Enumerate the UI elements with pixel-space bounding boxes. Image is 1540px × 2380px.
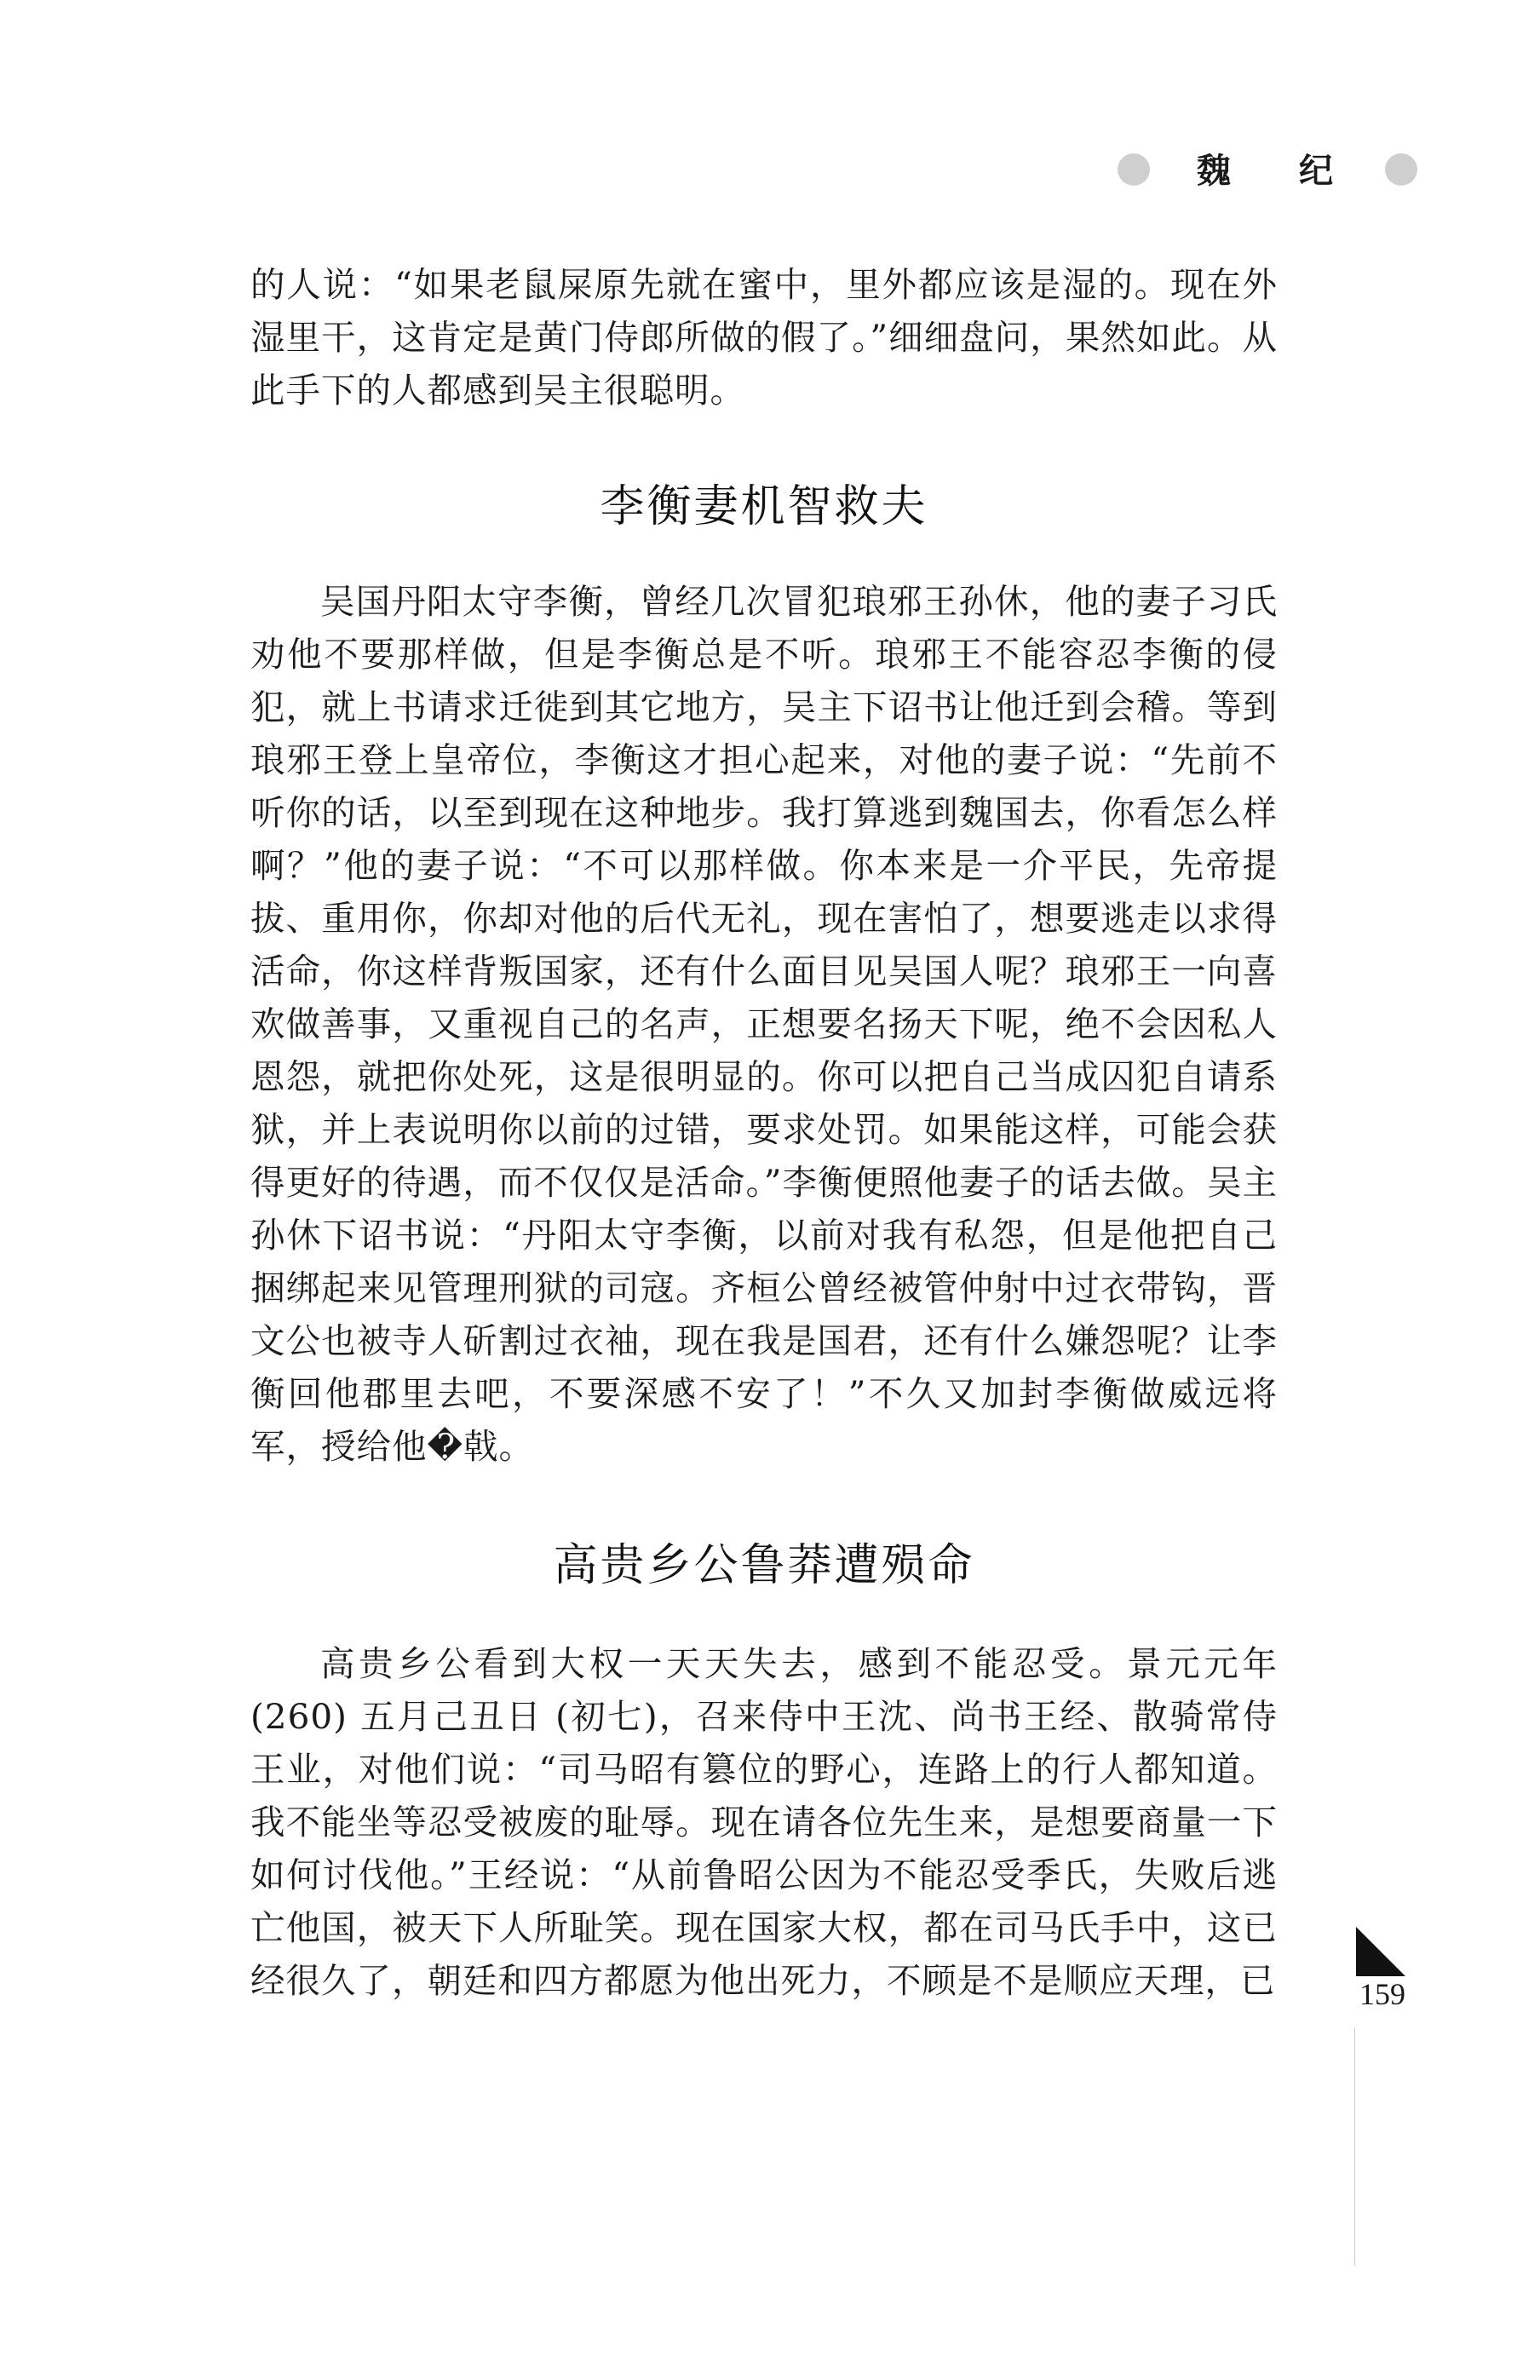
paragraph-2: 吴国丹阳太守李衡，曾经几次冒犯琅邪王孙休，他的妻子习氏劝他不要那样做，但是李衡总是不听。琅邪王不能容忍李衡的侵犯，就上书请求迁徙到其它地方，吴主下诏书让他迁到会稽。等到琅邪王登上皇帝位，李衡这才担心起来，对他的妻子说：“先前不听你的话，以至到现在这种地步。我打算逃到魏国去，你看怎么样啊？”他的妻子说：“不可以那样做。你本来是一介平民，先帝提拔、重用你，你却对他的后代无礼，现在害怕了，想要逃走以求得活命，你这样背叛国家，还有什么面目见吴国人呢？琅邪王一向喜欢做善事，又重视自己的名声，正想要名扬天下呢，绝不会因私人恩怨，就把你处死，这是很明显的。你可以把自己当成囚犯自请系狱，并上表说明你以前的过错，要求处罚。如果能这样，可能会获得更好的待遇，而不仅仅是活命。”李衡便照他妻子的话去做。吴主孙休下诏书说：“丹阳太守李衡，以前对我有私怨，但是他把自己捆绑起来见管理刑狱的司寇。齐桓公曾经被管仲射中过衣带钩，晋文公也被寺人斫割过衣袖，现在我是国君，还有什么嫌怨呢？让李衡回他郡里去吧，不要深感不安了！”不久又加封李衡做威远将军，授给他�戟。 bbox=[250, 581, 1278, 1467]
decorative-dot-left bbox=[1118, 153, 1150, 186]
decorative-dot-right bbox=[1385, 153, 1417, 186]
page-number: 159 bbox=[1359, 1977, 1405, 2011]
page-corner-triangle bbox=[1356, 1927, 1405, 1976]
paragraph-1: 的人说：“如果老鼠屎原先就在蜜中，里外都应该是湿的。现在外湿里干，这肯定是黄门侍郎所做的假了。”细细盘问，果然如此。从此手下的人都感到吴主很聪明。 bbox=[250, 264, 1278, 411]
section-heading-2: 高贵乡公鲁莽遭殒命 bbox=[553, 1540, 975, 1591]
margin-rule bbox=[1354, 2027, 1355, 2266]
running-head bbox=[1107, 141, 1431, 200]
running-head-char-2: 纪 bbox=[1299, 152, 1333, 191]
running-head-char-1: 魏 bbox=[1197, 152, 1231, 191]
paragraph-3: 高贵乡公看到大权一天天失去，感到不能忍受。景元元年(260) 五月己丑日 (初七)，召来侍中王沈、尚书王经、散骑常侍王业，对他们说：“司马昭有篡位的野心，连路上的行人都知道。我不能坐等忍受被废的耻辱。现在请各位先生来，是想要商量一下如何讨伐他。”王经说：“从前鲁昭公因为不能忍受季氏，失败后逃亡他国，被天下人所耻笑。现在国家大权，都在司马氏手中，这已经很久了，朝廷和四方都愿为他出死力，不顾是不是顺应天理，已 bbox=[250, 1643, 1278, 2001]
section-heading-1: 李衡妻机智救夫 bbox=[600, 481, 928, 532]
